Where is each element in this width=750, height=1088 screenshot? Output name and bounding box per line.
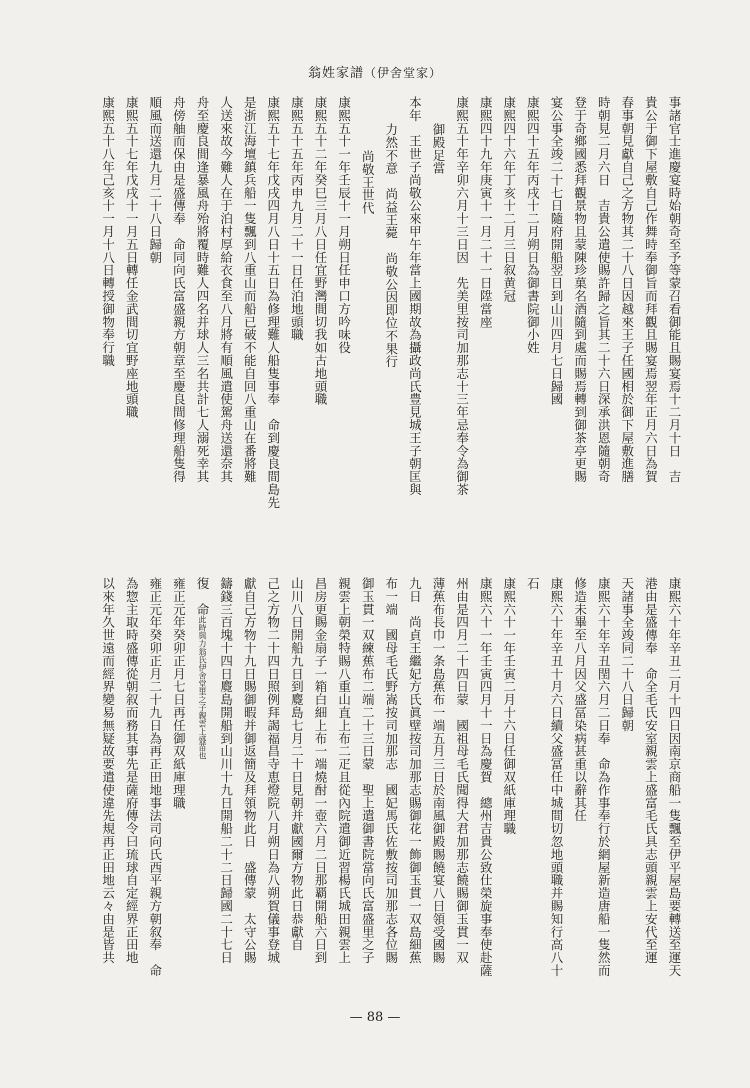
- text-column: [407, 96, 422, 496]
- text-column: [620, 577, 635, 732]
- text-column: [148, 96, 163, 264]
- text-column: [360, 96, 375, 215]
- text-column: [266, 96, 281, 509]
- text-column: [337, 96, 352, 354]
- text-column: [431, 96, 446, 175]
- text-column: [667, 577, 682, 977]
- column-text: 尚敬王世代: [360, 150, 376, 215]
- column-text: 登于奇鄉國悉拜觀景物且蒙陳珍菓名酒隨到處而賜焉轉到御茶亭更賜: [572, 96, 588, 483]
- text-column: [124, 577, 139, 964]
- column-text: 人送來故今難人在于泊村厚給衣食至八月將有順風遣使駕舟送還奈其: [218, 96, 234, 483]
- text-column: [195, 577, 210, 760]
- column-text: 己之方物二十四日照例拜謁福昌寺恵燈院八月朔日為八朔賀儀事登城: [265, 577, 281, 964]
- column-text: 康熙六十年辛丑閏六月二日奉 命為作事奉行於網屋新造唐船一隻然而: [596, 577, 612, 977]
- text-column: [525, 96, 540, 354]
- column-text: 康熙六十一年壬寅二月十六日任御双紙庫理職: [501, 577, 517, 835]
- text-column: [171, 96, 186, 483]
- column-text: 康熙五十年辛卯六月十三日因 先美里按司加那志十三年忌奉令為御茶: [454, 96, 470, 496]
- text-column: [384, 96, 399, 368]
- text-column: [478, 577, 493, 977]
- column-text: 石: [525, 577, 541, 590]
- column-text: 御殿足當: [431, 123, 446, 175]
- text-column: [242, 96, 257, 483]
- text-column: [549, 96, 564, 406]
- column-text: 宴公事全竣二十七日隨府開船翌日到山川四月七日歸國: [549, 96, 564, 406]
- text-column: [455, 96, 470, 496]
- column-text: 御玉貫一双練蕉布二端二十三日蒙 聖上遣御書院當向氏富盛里之子: [360, 577, 376, 964]
- column-text: 康熙六十年辛丑十月六日續父盛冨任中城間切忽地頭職并賜知行高八十: [549, 577, 564, 977]
- column-text: 貴公于御下屋敷自己作舞時奉御旨而拜觀且賜宴焉翌年正月六日為賀: [643, 96, 659, 483]
- text-column: [266, 577, 281, 964]
- column-text: 山川八日開船九日到麑島七月二十日見朝并獻國爾方物此日恭獻自: [289, 577, 305, 952]
- text-column: [101, 96, 116, 367]
- text-column: [337, 577, 352, 964]
- column-text: 康熙五十五年丙申九月二十一日任泊地頭職: [289, 96, 305, 342]
- header-publisher: （伊舍堂家）: [364, 66, 443, 80]
- column-text: 雍正元年癸卯正月七日再任御双紙庫理職: [171, 577, 187, 810]
- text-column: [219, 96, 234, 483]
- column-text: 為惣主取時盛傳從朝叙而務其事先是薩府傳令曰琉球自定經界正田地: [124, 577, 140, 964]
- column-text: 順風而送還九月二十八日歸朝: [147, 96, 163, 264]
- text-column: [525, 577, 540, 590]
- column-text: 以來年久世遠而經界變易無疑故要遣使違先規再正田地云々由是皆共: [100, 577, 116, 964]
- column-text: 修造未畢至八月因父盛冨染病甚重以辭其任: [572, 577, 588, 823]
- column-text: 康熙六十年辛丑二月十四日因南京商船一隻飄至伊平屋島要轉送至運天: [667, 577, 682, 977]
- column-text: 獻自己方物十九日賜御暇并御返簡及拜領物此日 盛傳蒙 太守公賜: [242, 577, 258, 964]
- column-text: 康熙五十八年己亥十一月十八日轉授御物奉行職: [100, 96, 116, 367]
- column-text: 康熙五十二年癸巳三月八日任宜野灣間切我如古地頭職: [313, 96, 328, 406]
- column-text: 康熙四十九年庚寅十一月二十一日陞當座: [478, 96, 494, 329]
- text-column: [171, 577, 186, 809]
- column-text: 春事朝見獻自己之方物其二十八日因越來王子任國相於御下屋敷進膳: [619, 96, 635, 483]
- column-text: 九日 尚貞王繼妃方氏眞壁按司加那志賜御花一飾御玉貫一双島細蕉: [407, 577, 423, 964]
- text-column: [313, 577, 328, 964]
- text-column: [667, 96, 682, 483]
- column-text: 康熙五十七年戊戌十一月五日轉任金武間切宜野座地頭職: [124, 96, 140, 419]
- text-column: [502, 577, 517, 835]
- text-column: [573, 577, 588, 822]
- header-title: 翁姓家譜: [307, 66, 364, 81]
- column-text: 鑄錢三百塊十四日麑島開船到山川十九日開船二十二日歸國二十七日: [218, 577, 234, 964]
- text-column: [360, 577, 375, 964]
- column-text: 舟至慶良間逢暴風舟殆將覆時難人四名并球人三名共計七人溺死幸其: [195, 96, 210, 483]
- column-text: 康熙四十六年丁亥十二月三日叙黄冠: [501, 96, 517, 303]
- running-header: [0, 62, 750, 81]
- text-column: [643, 577, 658, 964]
- text-column: [124, 96, 139, 419]
- column-text: 力然不意 尚益王薨 尚敬公因即位不果行: [383, 123, 399, 369]
- column-text: 康熙五十一年壬辰十一月朔日任申口方吟味役: [336, 96, 352, 354]
- text-column: [596, 96, 611, 483]
- text-column: [195, 96, 210, 483]
- text-column: [573, 96, 588, 483]
- inline-note: 此時與力翁氏伊舍堂里之子親雲上盛苗也: [198, 615, 207, 760]
- column-text: 天諸事全竣同二十八日歸朝: [619, 577, 635, 732]
- text-column: [596, 577, 611, 977]
- text-column: [313, 96, 328, 406]
- column-text: 雍正元年癸卯正月二十九日為再正田地事法司向氏西平親方朝叙奉 命: [147, 577, 163, 977]
- text-column: [502, 96, 517, 302]
- text-column: [643, 96, 658, 483]
- column-text: 時朝見二月六日 吉貴公遣使賜許歸之旨其二十六日深承洪恩隨朝奇: [596, 96, 612, 483]
- column-text: 康熙五十七年戊戌四月八日十五日為修理難人船隻事奉 命到慶良間島先: [265, 96, 281, 509]
- text-column: [148, 577, 163, 977]
- column-text: 州由是四月二十四日蒙 國祖母毛氏聞得大君加那志饒賜御玉貫一双: [454, 577, 470, 964]
- text-column: [289, 577, 304, 951]
- text-column: [620, 96, 635, 483]
- text-column: [549, 577, 564, 977]
- text-column: [455, 577, 470, 964]
- text-column: [101, 577, 116, 964]
- column-text: 復 命: [195, 577, 210, 616]
- column-text: 康熙六十一年壬寅四月十一日為慶賀 總州吉貴公致仕榮旋事奉使赴薩: [478, 577, 494, 977]
- column-text: 康熙四十五年丙戌十二月朔日為御書院御小姓: [525, 96, 541, 354]
- column-text: 是浙江海壇鎮兵船一隻飄到八重山而船已破不能自回八重山在番將難: [242, 96, 258, 483]
- page-number: — 88 —: [349, 1010, 401, 1025]
- column-text: 布一端 國母毛氏野嵩按司加那志 國妃馬氏佐敷按司加那志各位賜: [383, 577, 399, 964]
- column-text: 舟傍舳而保由是盛傳奉 命同向氏富盛親方朝章至慶良間修理船隻得: [171, 96, 187, 483]
- text-column: [431, 577, 446, 964]
- column-text: 本年 王世子尚敬公來甲午年當上國期故為攝政尚氏豊見城王子朝匡與: [407, 96, 423, 496]
- column-text: 昌房更賜金扇子一箱白細上布一端燒酎一壺六月二日那覇開船六日到: [313, 577, 328, 964]
- text-column: [219, 577, 234, 964]
- text-column: [384, 577, 399, 964]
- column-text: 事諸官士進慶宴時始朝奇至予等蒙召看御能且賜宴焉十二月十日 吉: [667, 96, 682, 483]
- text-column: [289, 96, 304, 341]
- text-column: [478, 96, 493, 328]
- text-column: [407, 577, 422, 964]
- column-text: 薄蕉布長巾一条島蕉布一端五月三日於南風御殿賜饒宴八日領受國賜: [431, 577, 446, 964]
- column-text: 港由是盛傳奉 命全毛氏安室親雲上盛富毛氏具志頭親雲上安代至運: [643, 577, 659, 964]
- column-text: 親雲上朝榮特賜八重山直上布二疋且從內院遣御近習楊氏城田親雲上: [336, 577, 352, 964]
- text-column: [242, 577, 257, 964]
